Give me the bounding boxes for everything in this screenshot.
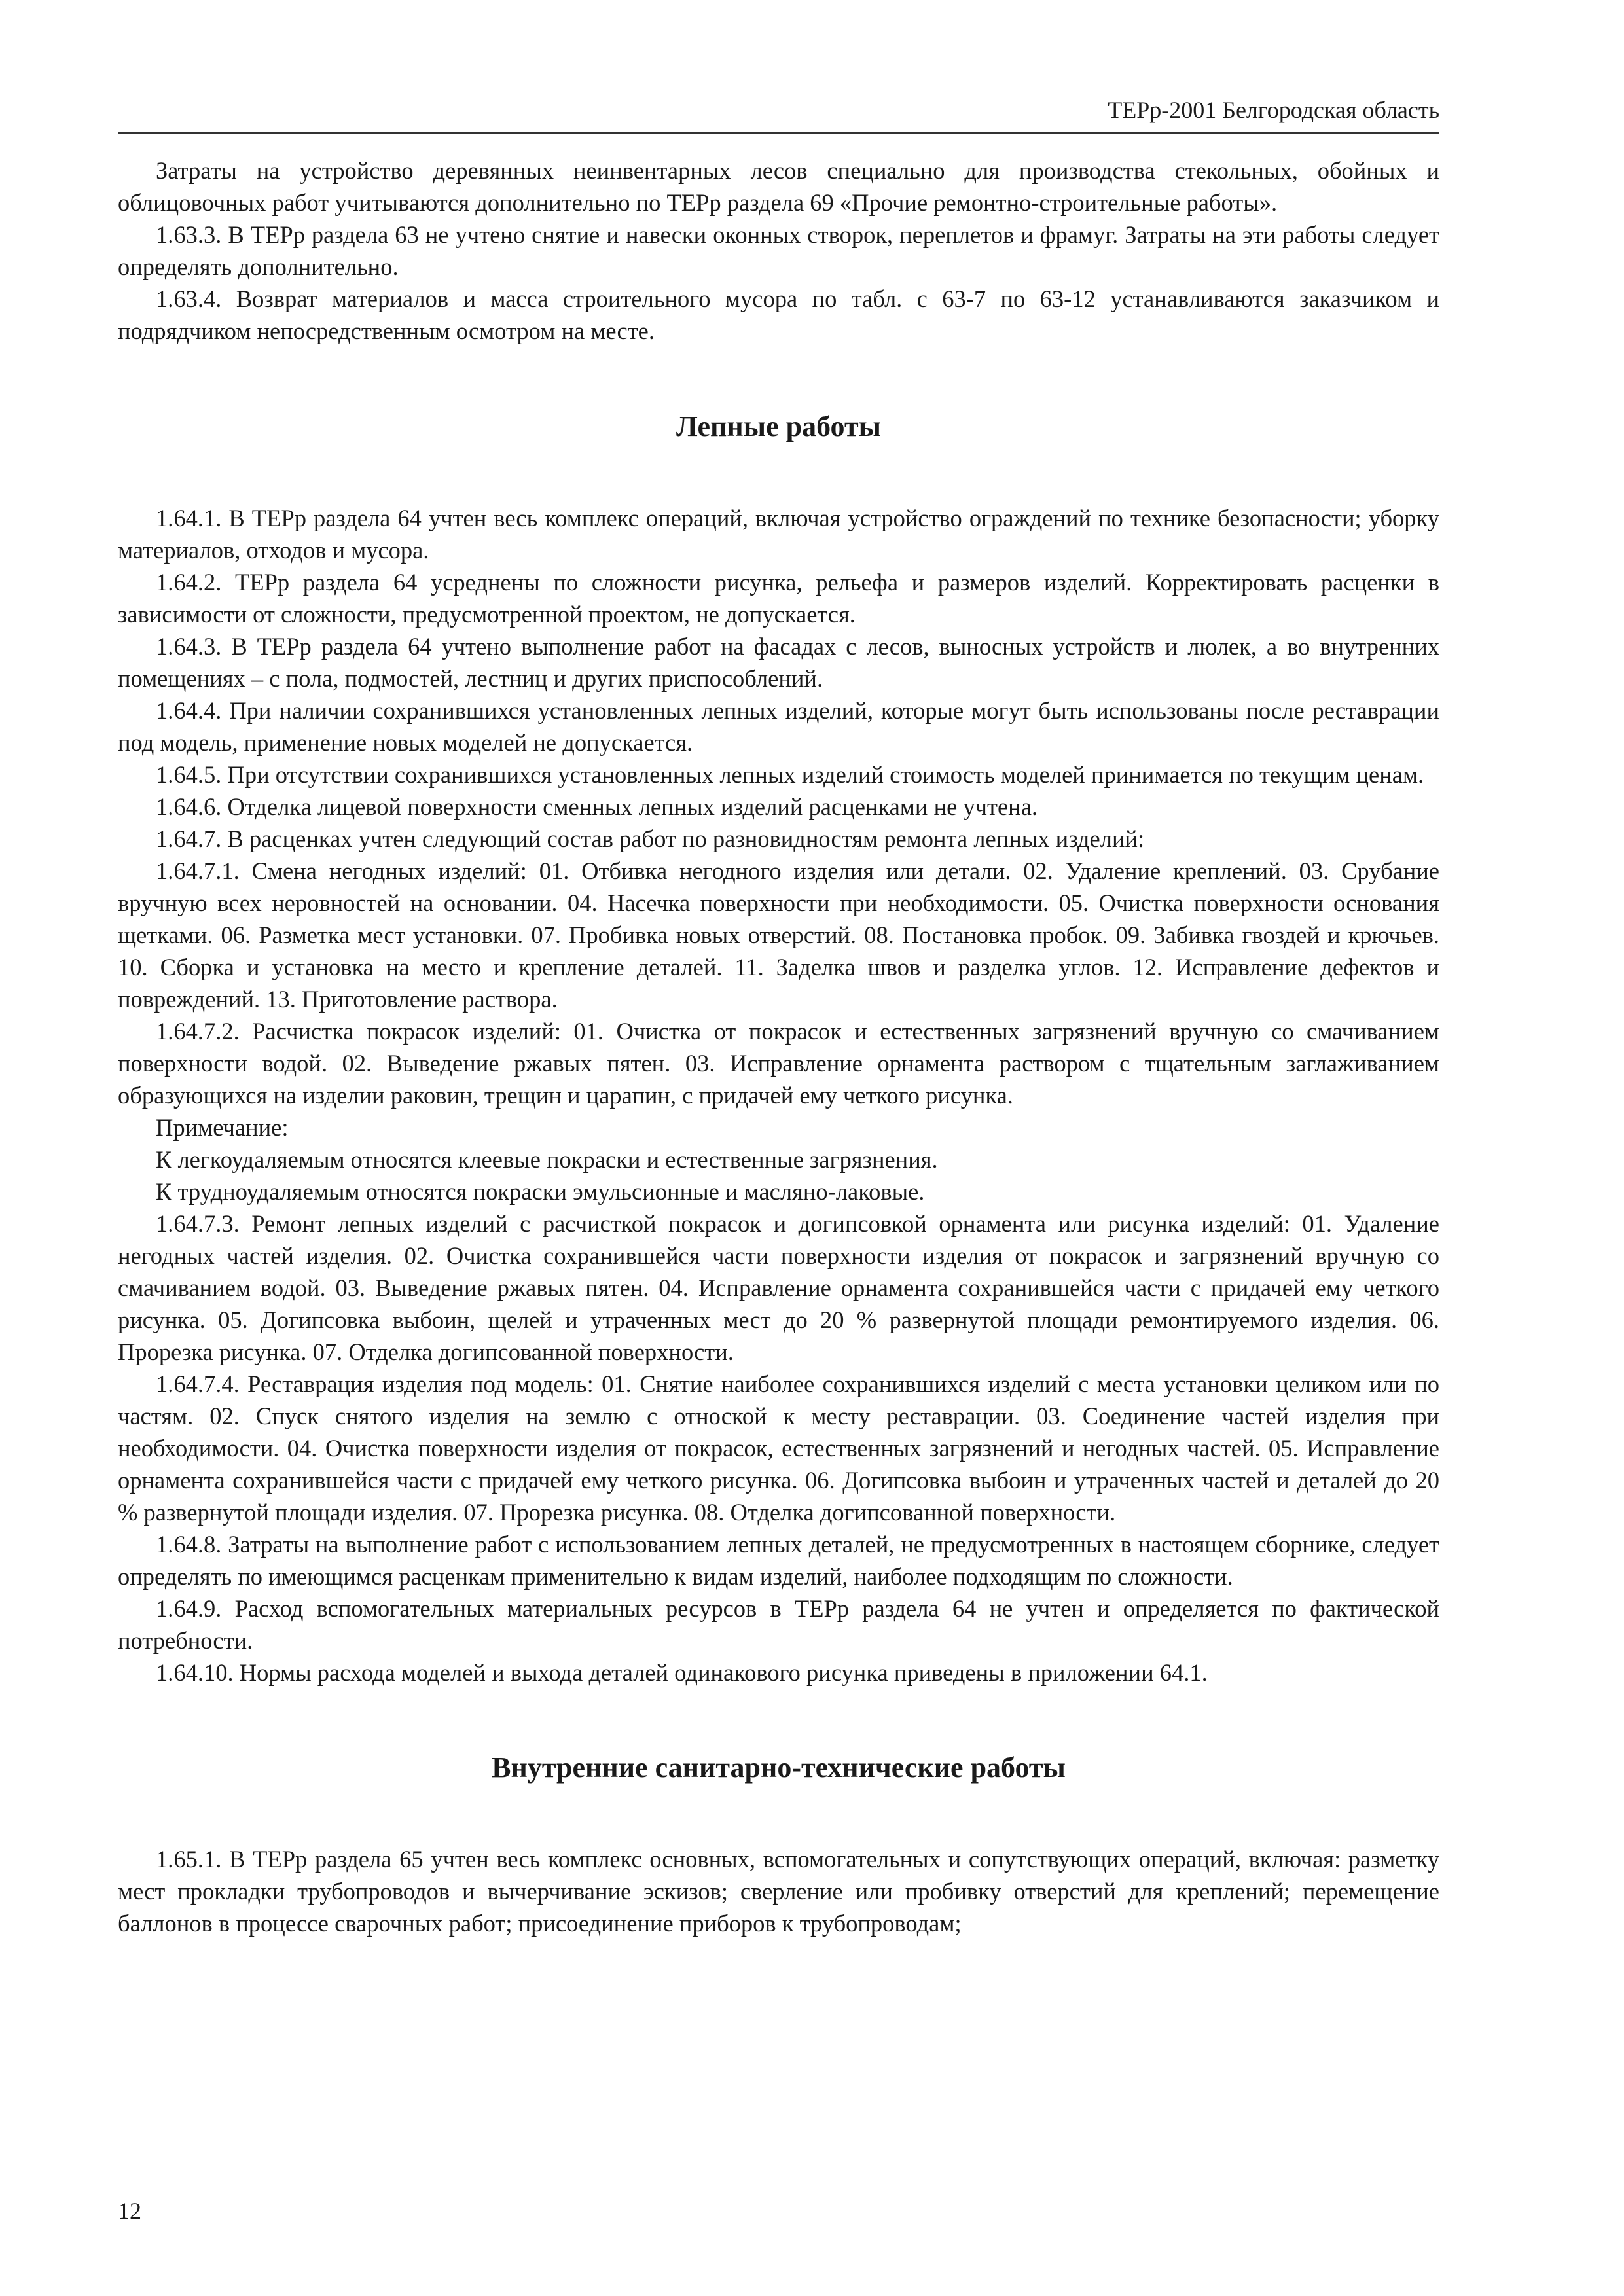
paragraph-1-64-7-4: 1.64.7.4. Реставрация изделия под модель: 01. Снятие наиболее сохранившихся изделий с места установки целиком или по частям. 02. Спуск снятого изделия на землю с отноской к месту реставрации. 03. Соединение частей изделия при необходимости. 04. Очистка поверхности изделия от покрасок, естественных загрязнений и негодных частей. 05. Исправление орнамента сохранившейся части с придачей ему четкого рисунка. 06. Догипсовка выбоин и утраченных частей и деталей до 20 % развернутой площади изделия. 07. Прорезка рисунка. 08. Отделка догипсованной поверхности.: [118, 1371, 1439, 1526]
paragraph-1-64-9: 1.64.9. Расход вспомогательных материальных ресурсов в ТЕРр раздела 64 не учтен и определяется по фактической потребности.: [118, 1595, 1439, 1654]
paragraph-1-64-5: 1.64.5. При отсутствии сохранившихся установленных лепных изделий стоимость моделей принимается по текущим ценам.: [156, 761, 1424, 788]
paragraph-1-64-7-3: 1.64.7.3. Ремонт лепных изделий с расчисткой покрасок и догипсовкой орнамента или рисунка изделий: 01. Удаление негодных частей изделия. 02. Очистка сохранившейся части поверхности изделия от покрасок и загрязнений вручную со смачиванием водой. 03. Выведение ржавых пятен. 04. Исправление орнамента сохранившейся части с придачей ему четкого рисунка. 05. Догипсовка выбоин, щелей и утраченных мест до 20 % развернутой площади ремонтируемого изделия. 06. Прорезка рисунка. 07. Отделка догипсованной поверхности.: [118, 1210, 1439, 1365]
intro-paragraph-1: Затраты на устройство деревянных неинвентарных лесов специально для производства стекольных, обойных и облицовочных работ учитываются дополнительно по ТЕРр раздела 69 «Прочие ремонтно-строительные работы».: [118, 157, 1439, 216]
section-heading-lepnye-raboty: Лепные работы: [676, 410, 881, 442]
paragraph-1-64-2: 1.64.2. ТЕРр раздела 64 усреднены по сложности рисунка, рельефа и размеров изделий. Корректировать расценки в зависимости от сложности, предусмотренной проектом, не допускается.: [118, 569, 1439, 628]
paragraph-1-64-7-2: 1.64.7.2. Расчистка покрасок изделий: 01. Очистка от покрасок и естественных загрязнений вручную со смачиванием поверхности водой. 02. Выведение ржавых пятен. 03. Исправление орнамента раствором с тщательным заглаживанием образующихся на изделии раковин, трещин и царапин, с придачей ему четкого рисунка.: [118, 1018, 1439, 1109]
note-label: Примечание:: [156, 1114, 289, 1141]
note-line-1: К легкоудаляемым относятся клеевые покраски и естественные загрязнения.: [156, 1146, 938, 1173]
note-line-2: К трудноудаляемым относятся покраски эмульсионные и масляно-лаковые.: [156, 1178, 925, 1205]
section-heading-sanitarno-tehnicheskie: Внутренние санитарно-технические работы: [492, 1751, 1066, 1784]
paragraph-1-64-6: 1.64.6. Отделка лицевой поверхности сменных лепных изделий расценками не учтена.: [156, 793, 1038, 820]
intro-paragraph-2: 1.63.3. В ТЕРр раздела 63 не учтено снятие и навески оконных створок, переплетов и фрамуг. Затраты на эти работы следует определять дополнительно.: [118, 221, 1439, 280]
paragraph-1-64-1: 1.64.1. В ТЕРр раздела 64 учтен весь комплекс операций, включая устройство ограждений по технике безопасности; уборку материалов, отходов и мусора.: [118, 505, 1439, 564]
paragraph-1-64-7: 1.64.7. В расценках учтен следующий состав работ по разновидностям ремонта лепных изделий:: [156, 825, 1145, 852]
paragraph-1-64-3: 1.64.3. В ТЕРр раздела 64 учтено выполнение работ на фасадах с лесов, выносных устройств и люлек, а во внутренних помещениях – с пола, подмостей, лестниц и других приспособлений.: [118, 633, 1439, 692]
paragraph-1-64-7-1: 1.64.7.1. Смена негодных изделий: 01. Отбивка негодного изделия или детали. 02. Удаление креплений. 03. Срубание вручную всех неровностей на основании. 04. Насечка поверхности при необходимости. 05. Очистка поверхности основания щетками. 06. Разметка мест установки. 07. Пробивка новых отверстий. 08. Постановка пробок. 09. Забивка гвоздей и крючьев. 10. Сборка и установка на место и крепление деталей. 11. Заделка швов и разделка углов. 12. Исправление дефектов и повреждений. 13. Приготовление раствора.: [118, 857, 1439, 1013]
paragraph-1-64-8: 1.64.8. Затраты на выполнение работ с использованием лепных деталей, не предусмотренных в настоящем сборнике, следует определять по имеющимся расценкам применительно к видам изделий, наиболее подходящим по сложности.: [118, 1531, 1439, 1590]
paragraph-1-64-10: 1.64.10. Нормы расхода моделей и выхода деталей одинакового рисунка приведены в приложении 64.1.: [156, 1659, 1208, 1686]
page-content: [118, 154, 1439, 1939]
running-header: ТЕРр-2001 Белгородская область: [1108, 97, 1439, 123]
page-number: 12: [118, 2198, 141, 2224]
header-rule: [118, 132, 1439, 134]
intro-paragraph-3: 1.63.4. Возврат материалов и масса строительного мусора по табл. с 63-7 по 63-12 устанавливаются заказчиком и подрядчиком непосредственным осмотром на месте.: [118, 285, 1439, 344]
paragraph-1-65-1: 1.65.1. В ТЕРр раздела 65 учтен весь комплекс основных, вспомогательных и сопутствующих операций, включая: разметку мест прокладки трубопроводов и вычерчивание эскизов; сверление или пробивку отверстий для креплений; перемещение баллонов в процессе сварочных работ; присоединение приборов к трубопроводам;: [118, 1846, 1439, 1937]
paragraph-1-64-4: 1.64.4. При наличии сохранившихся установленных лепных изделий, которые могут быть использованы после реставрации под модель, применение новых моделей не допускается.: [118, 697, 1439, 756]
